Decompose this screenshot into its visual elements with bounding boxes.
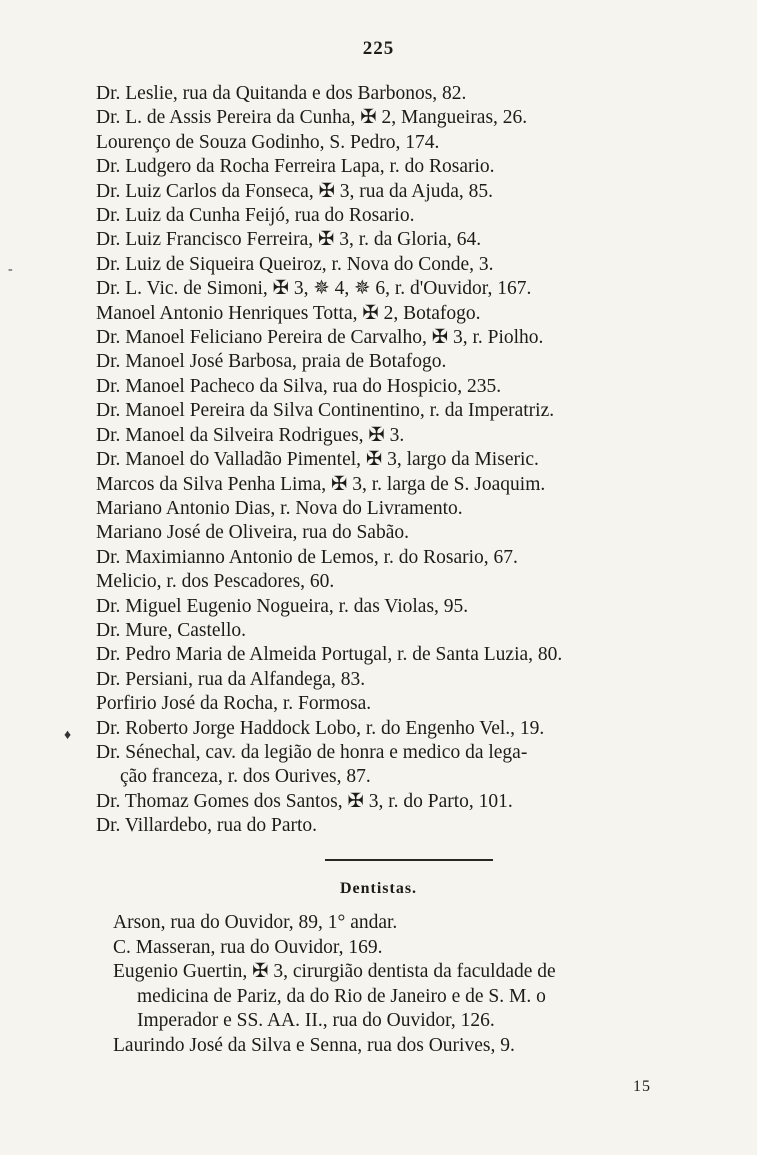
list-item: Dr. Manoel Pereira da Silva Continentino, r. da Imperatriz.	[96, 400, 555, 422]
list-item: Melicio, r. dos Pescadores, 60.	[96, 571, 335, 593]
list-item: Dr. Persiani, rua da Alfandega, 83.	[96, 668, 366, 690]
page-number: 225	[362, 38, 395, 59]
list-item-continuation: medicina de Pariz, da do Rio de Janeiro e de S. M. o	[137, 985, 546, 1007]
list-item: Dr. Miguel Eugenio Nogueira, r. das Violas, 95.	[96, 595, 469, 617]
list-item: Dr. Roberto Jorge Haddock Lobo, r. do Engenho Vel., 19.	[96, 717, 545, 739]
directory-list	[96, 82, 706, 839]
signature-mark: 15	[633, 1078, 651, 1095]
list-item-continuation: Imperador e SS. AA. II., rua do Ouvidor, 126.	[137, 1010, 495, 1032]
list-item: Laurindo José da Silva e Senna, rua dos Ourives, 9.	[113, 1034, 515, 1056]
list-item: Dr. Manoel Feliciano Pereira de Carvalho, ✠ 3, r. Piolho.	[96, 327, 544, 349]
list-item: Dr. Luiz Carlos da Fonseca, ✠ 3, rua da Ajuda, 85.	[96, 180, 494, 202]
margin-mark: -	[8, 262, 13, 277]
list-item: C. Masseran, rua do Ouvidor, 169.	[113, 936, 383, 958]
list-item: Dr. L. de Assis Pereira da Cunha, ✠ 2, Mangueiras, 26.	[96, 107, 528, 129]
list-item: Marcos da Silva Penha Lima, ✠ 3, r. larga de S. Joaquim.	[96, 473, 546, 495]
list-item: Dr. Luiz de Siqueira Queiroz, r. Nova do Conde, 3.	[96, 253, 494, 275]
list-item: Lourenço de Souza Godinho, S. Pedro, 174.	[96, 131, 440, 153]
list-item: Dr. Luiz da Cunha Feijó, rua do Rosario.	[96, 205, 415, 227]
margin-mark: ♦	[64, 728, 72, 743]
section-heading: Dentistas.	[339, 880, 418, 897]
list-item: Dr. Luiz Francisco Ferreira, ✠ 3, r. da Gloria, 64.	[96, 229, 482, 251]
list-item: Dr. Sénechal, cav. da legião de honra e medico da lega-	[96, 741, 528, 763]
list-item: Dr. Villardebo, rua do Parto.	[96, 815, 318, 837]
list-item: Mariano José de Oliveira, rua do Sabão.	[96, 522, 409, 544]
list-item: Manoel Antonio Henriques Totta, ✠ 2, Botafogo.	[96, 302, 481, 324]
list-item: Dr. Manoel José Barbosa, praia de Botafogo.	[96, 351, 447, 373]
list-item: Dr. Manoel do Valladão Pimentel, ✠ 3, largo da Miseric.	[96, 449, 539, 471]
section-divider	[325, 859, 493, 861]
list-item: Dr. Leslie, rua da Quitanda e dos Barbonos, 82.	[96, 83, 467, 104]
dentists-list	[113, 911, 713, 1059]
list-item: Mariano Antonio Dias, r. Nova do Livramento.	[96, 497, 463, 519]
list-item: Porfirio José da Rocha, r. Formosa.	[96, 693, 372, 715]
list-item: Dr. Pedro Maria de Almeida Portugal, r. de Santa Luzia, 80.	[96, 644, 563, 666]
list-item: Dr. Manoel Pacheco da Silva, rua do Hospicio, 235.	[96, 375, 502, 397]
list-item: Dr. L. Vic. de Simoni, ✠ 3, ✵ 4, ✵ 6, r. d'Ouvidor, 167.	[96, 278, 532, 300]
list-item: Eugenio Guertin, ✠ 3, cirurgião dentista da faculdade de	[113, 961, 556, 983]
list-item: Dr. Mure, Castello.	[96, 619, 247, 641]
list-item: Dr. Ludgero da Rocha Ferreira Lapa, r. do Rosario.	[96, 156, 495, 178]
list-item: Dr. Thomaz Gomes dos Santos, ✠ 3, r. do Parto, 101.	[96, 790, 513, 812]
list-item-continuation: ção franceza, r. dos Ourives, 87.	[120, 766, 371, 788]
list-item: Dr. Maximianno Antonio de Lemos, r. do Rosario, 67.	[96, 546, 518, 568]
list-item: Dr. Manoel da Silveira Rodrigues, ✠ 3.	[96, 424, 405, 446]
list-item: Arson, rua do Ouvidor, 89, 1° andar.	[113, 912, 398, 933]
